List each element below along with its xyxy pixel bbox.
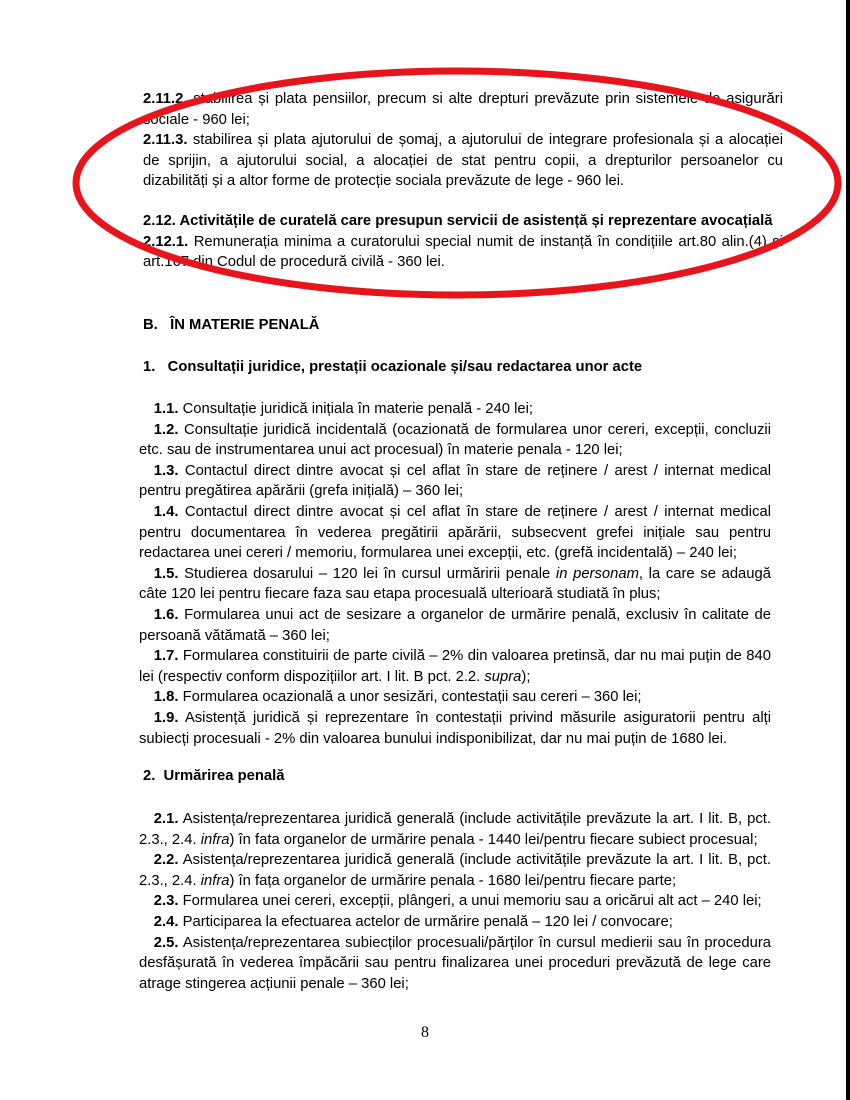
item-text: Asistență juridică și reprezentare în contestații privind măsurile asiguratorii pentru alți subiecți procesuali - 2% din valoarea bunului indisponibilizat, dar nu mai puțin de 1680 lei.: [139, 709, 771, 747]
item-text-italic: supra: [484, 668, 522, 685]
item-number: 1.8.: [153, 689, 179, 706]
item-text-italic: infra: [200, 872, 230, 889]
item-text: Asistența/reprezentarea subiecților procesuali/părților în cursul medierii sau în procedura desfășurată în vederea împăcării sau pentru finalizarea unei proceduri prevăzută de lege care atrage stingerea acțiunii penale – 360 lei;: [139, 934, 771, 992]
list-item: [139, 912, 771, 933]
paragraph-2-11-2: [143, 89, 783, 130]
list-item: [139, 687, 771, 708]
item-text: Consultație juridică incidentală (ocazionată de formularea unor cereri, excepții, concluzii etc. sau de instrumentarea unui act procesual) în materie penala - 120 lei;: [139, 421, 771, 459]
item-number: 2.1.: [153, 811, 179, 827]
item-number: 1.7.: [153, 648, 179, 665]
item-text: Consultație juridică inițiala în materie penală - 240 lei;: [182, 401, 533, 417]
section-heading-b: B. ÎN MATERIE PENALĂ: [143, 317, 320, 333]
list-item: [139, 850, 771, 891]
item-text: Contactul direct dintre avocat și cel aflat în stare de reținere / arest / internat medical pentru documentarea în vederea pregătirii apărării, subsecvent grefei inițiale sau pentru redactarea unei cereri / memoriu, formularea unei excepții, etc. (grefă incidentală) – 240 lei;: [139, 503, 771, 562]
item-text: );: [521, 668, 531, 685]
page-edge-line: [846, 0, 850, 1100]
item-number: 2.4.: [153, 913, 179, 930]
item-text: , la care se adaugă câte 120 lei pentru fiecare faza sau etapa procesuală ulterioară studiată în plus;: [139, 565, 771, 603]
item-text: Remunerația minima a curatorului special numit de instanță în condițiile art.80 alin.(4) și art.167 din Codul de procedură civilă - 360 lei.: [143, 233, 783, 271]
item-text: Contactul direct dintre avocat și cel aflat în stare de reținere / arest / internat medical pentru pregătirea apărării (grefa inițială) – 360 lei;: [139, 462, 771, 500]
list-consultations: [139, 399, 771, 749]
item-text-italic: infra: [200, 831, 230, 848]
item-number: 2.12.1.: [143, 233, 189, 250]
item-text: Asistența/reprezentarea juridică generală (include activitățile prevăzute la art. I lit. B, pct. 2.3., 2.4.: [139, 811, 771, 848]
item-text: ) în fața organelor de urmărire penala - 1680 lei/pentru fiecare parte;: [229, 872, 677, 889]
item-number: 1.6.: [153, 606, 179, 623]
section-2-11: [143, 89, 783, 192]
list-item: [139, 605, 771, 646]
item-text: Formularea ocazională a unor sesizări, contestații sau cereri – 360 lei;: [182, 689, 642, 706]
item-number: 1.2.: [153, 421, 179, 438]
list-item: [139, 564, 771, 605]
item-number: 2.11.2.: [143, 91, 188, 107]
item-number: 1.3.: [153, 462, 179, 479]
list-item: [139, 399, 771, 420]
list-item: [139, 461, 771, 502]
list-item: [139, 891, 771, 912]
item-text: Formularea unui act de sesizare a organelor de urmărire penală, exclusiv în calitate de persoană vătămată – 360 lei;: [139, 606, 771, 644]
item-text: Participarea la efectuarea actelor de urmărire penală – 120 lei / convocare;: [182, 913, 673, 930]
list-item: [139, 809, 771, 850]
item-text-italic: in personam: [555, 565, 639, 582]
section-heading-1: 1. Consultații juridice, prestații ocazionale și/sau redactarea unor acte: [143, 359, 643, 375]
item-number: 1.4.: [153, 503, 179, 520]
section-2-12: [143, 211, 783, 273]
item-text: Formularea constituirii de parte civilă – 2% din valoarea pretinsă, dar nu mai puțin de 840 lei (respectiv conform dispozițiilor art. I lit. B pct. 2.2.: [139, 648, 771, 685]
item-number: 2.5.: [153, 934, 179, 951]
list-item: [139, 933, 771, 995]
list-item: [139, 420, 771, 461]
list-item: [139, 708, 771, 749]
list-item: [139, 502, 771, 564]
paragraph-2-11-3: [143, 130, 783, 192]
item-number: 1.9.: [153, 709, 179, 726]
item-text: Formularea unei cereri, excepții, plângeri, a unui memoriu sau a oricărui alt act – 240 lei;: [182, 893, 762, 910]
list-item: [139, 646, 771, 687]
item-text: Asistența/reprezentarea juridică generală (include activitățile prevăzute la art. I lit. B, pct. 2.3., 2.4.: [139, 852, 771, 889]
list-criminal-prosecution: [139, 809, 771, 994]
paragraph-2-12-1: [143, 232, 783, 273]
item-text: stabilirea și plata pensiilor, precum si alte drepturi prevăzute prin sistemele de asigurări sociale - 960 lei;: [143, 91, 783, 128]
item-number: 2.3.: [153, 893, 179, 910]
section-heading-2: 2. Urmărirea penală: [143, 768, 285, 784]
item-text: ) în fata organelor de urmărire penala - 1440 lei/pentru fiecare subiect procesual;: [229, 831, 758, 848]
item-number: 1.1.: [153, 401, 179, 417]
page-number: 8: [421, 1024, 429, 1041]
item-text: stabilirea și plata ajutorului de șomaj, a ajutorului de integrare profesionala și a alocației de sprijin, a ajutorului social, a alocației de stat pentru copii, a drepturilor persoanelor cu dizabilități și a altor forme de protecție sociala prevăzute de lege - 960 lei.: [143, 132, 783, 190]
item-number: 2.11.3.: [143, 132, 188, 149]
section-heading-2-12: 2.12. Activitățile de curatelă care presupun servicii de asistență și reprezentare avocațială: [143, 213, 773, 229]
item-number: 2.2.: [153, 852, 179, 869]
item-text: Studierea dosarului – 120 lei în cursul urmăririi penale: [184, 565, 556, 582]
item-number: 1.5.: [153, 565, 179, 582]
